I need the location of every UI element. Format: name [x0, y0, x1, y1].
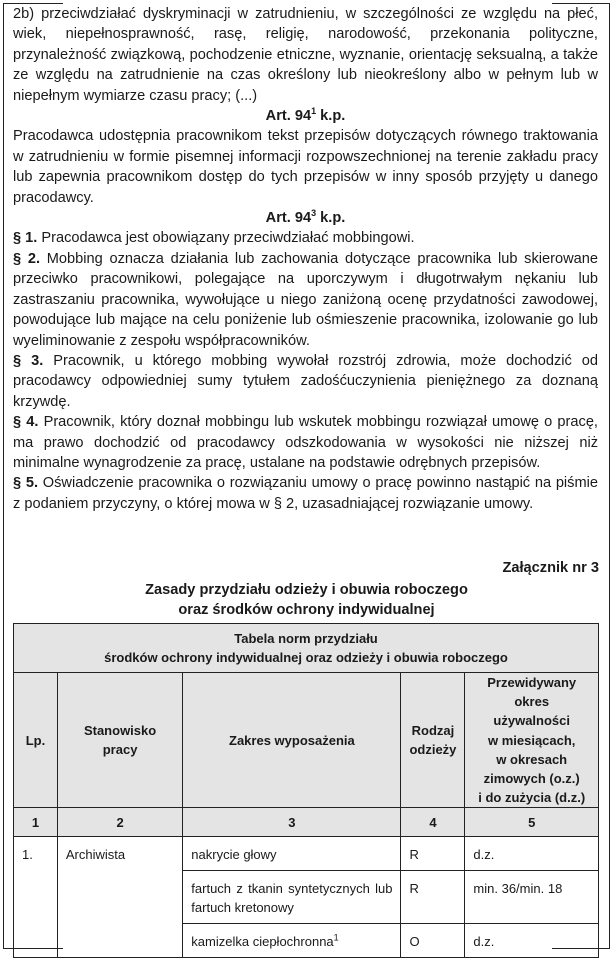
header-lp: Lp. [14, 673, 58, 808]
annex-title [0, 580, 613, 620]
column-number-row [14, 808, 599, 837]
cell-equipment: nakrycie głowy [183, 837, 401, 871]
column-number: 4 [401, 808, 465, 837]
norms-table [13, 623, 599, 958]
cell-type: R [401, 837, 465, 871]
column-number: 2 [57, 808, 182, 837]
table-caption: Tabela norm przydziału środków ochrony indywidualnej oraz odzieży i obuwia roboczego [14, 624, 599, 673]
header-equipment: Zakres wyposażenia [183, 673, 401, 808]
cell-position: Archiwista [57, 837, 182, 958]
document-body [13, 4, 598, 514]
cell-lp: 1. [14, 837, 58, 958]
frame-left [3, 3, 4, 949]
article-heading-94-3: Art. $94^3$ k.p. [265, 208, 346, 227]
header-type: Rodzaj odzieży [401, 673, 465, 808]
table-caption-row [14, 624, 599, 673]
section-1: § 1. Pracodawca jest obowiązany przeciwdziałać mobbingowi. [13, 230, 415, 247]
section-4: § 4. Pracownik, który doznał mobbingu lub wskutek mobbingu rozwiązał umowę o pracę, ma prawo dochodzić od pracodawcy odszkodowania w wysokości nie niższej niż minimalne wynagrodzenie za pracę, ustalane na podstawie odrębnych przepisów. [13, 414, 598, 471]
article-94-1-text: Pracodawca udostępnia pracownikom tekst przepisów dotyczących równego traktowania w zatrudnieniu w formie pisemnej informacji rozpowszechnionej na terenie zakładu pracy lub zapewnia pracownikom dostęp do tych przepisów w inny sposób przyjęty u danego pracodawcy. [13, 128, 598, 206]
section-2: § 2. Mobbing oznacza działania lub zachowania dotyczące pracownika lub skierowane przeciwko pracownikowi, polegające na uporczywym i długotrwałym nękaniu lub zastraszaniu pracownika, wywołujące u niego zaniżoną ocenę przydatności zawodowej, powodujące lub mające na celu poniżenie lub ośmieszenie pracownika, izolowanie go lub wyeliminowanie z zespołu współpracowników. [13, 250, 598, 349]
intro-paragraph: 2b) przeciwdziałać dyskryminacji w zatrudnieniu, w szczególności ze względu na płeć, wiek, niepełnosprawność, rasę, religię, narodowość, przekonania polityczne, przynależność związkową, pochodzenie etniczne, wyznanie, orientację seksualną, a także ze względu na zatrudnienie na czas określony lub nieokreślony albo w pełnym lub w niepełnym wymiarze czasu pracy; (...) [13, 6, 598, 104]
table-row [14, 837, 599, 871]
annex-title-line-1: Zasady przydziału odzieży i obuwia roboczego [145, 582, 468, 598]
frame-right [609, 3, 610, 949]
header-position: Stanowisko pracy [57, 673, 182, 808]
section-3: § 3. Pracownik, u którego mobbing wywołał rozstrój zdrowia, może dochodzić od pracodawcy odpowiedniej sumy tytułem zadośćuczynienia pieniężnego za doznaną krzywdę. [13, 352, 599, 410]
cell-equipment: fartuch z tkanin syntetycznych lub fartuch kretonowy [183, 871, 401, 924]
article-heading-94-1: Art. $94^1$ k.p. [265, 106, 346, 125]
annex-title-line-2: oraz środków ochrony indywidualnej [178, 602, 435, 618]
header-period: Przewidywany okres używalności w miesiącach, w okresach zimowych (o.z.) i do zużycia (d.z.) [465, 673, 599, 808]
cell-period: d.z. [465, 924, 599, 958]
annex-label: Załącznik nr 3 [502, 560, 599, 576]
column-number: 5 [465, 808, 599, 837]
cell-equipment: kamizelka ciepłochronna$^1$ [183, 924, 401, 958]
section-5: § 5. Oświadczenie pracownika o rozwiązaniu umowy o pracę powinno nastąpić na piśmie z podaniem przyczyny, o której mowa w § 2, uzasadniającej rozwiązanie umowy. [13, 475, 598, 512]
cell-period: d.z. [465, 837, 599, 871]
cell-type: O [401, 924, 465, 958]
column-number: 3 [183, 808, 401, 837]
table-header-row [14, 673, 599, 808]
footnote-marker: 1 [333, 933, 339, 944]
cell-type: R [401, 871, 465, 924]
column-number: 1 [14, 808, 58, 837]
cell-period: min. 36/min. 18 [465, 871, 599, 924]
